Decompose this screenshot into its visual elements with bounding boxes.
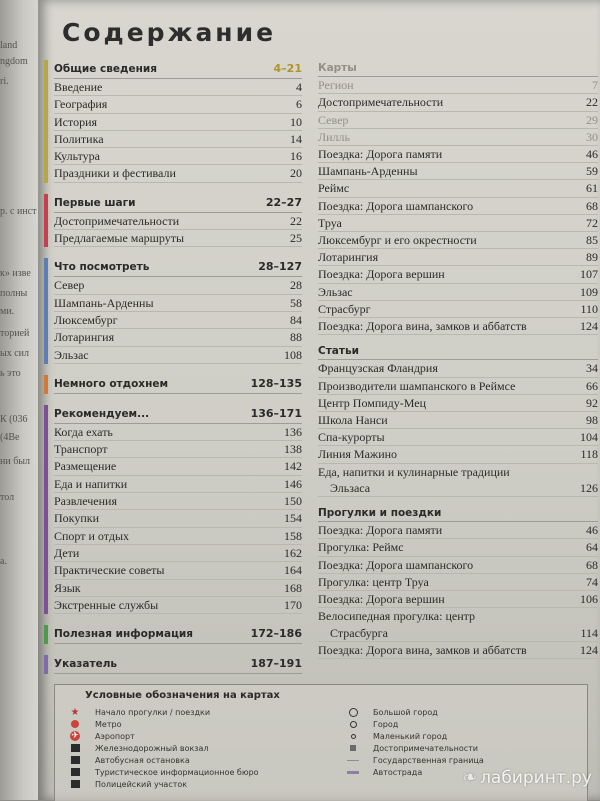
toc-section [44, 405, 302, 614]
entry-page: 108 [284, 347, 302, 362]
entry-title: Дети [54, 545, 80, 560]
entry-title: Язык [54, 580, 81, 595]
section-page-range: 187–191 [250, 657, 302, 671]
entry-page: 46 [586, 147, 598, 162]
section-title: Общие сведения [54, 63, 157, 75]
entry-title: Страсбург [318, 301, 371, 316]
entry-page: 34 [586, 361, 598, 376]
toc-entry[interactable] [318, 539, 598, 556]
entry-title: Поездка: Дорога вершин [318, 592, 445, 607]
toc-entry[interactable] [318, 591, 598, 608]
toc-entry[interactable] [318, 574, 598, 591]
motorway-icon [345, 771, 361, 774]
toc-entry[interactable] [318, 642, 598, 659]
entry-title: Поездка: Дорога шампанского [318, 198, 474, 213]
entry-title: Школа Нанси [318, 413, 388, 428]
margin-text-fragment: ь это [0, 368, 21, 379]
toc-entry[interactable] [318, 249, 598, 266]
entry-page: 72 [586, 215, 598, 230]
legend-label: Достопримечательности [373, 743, 478, 753]
entry-page: 10 [290, 114, 302, 129]
entry-title: Политика [54, 131, 104, 146]
state-border-icon [345, 760, 361, 761]
entry-title: Шампань-Арденны [318, 164, 418, 179]
entry-page: 29 [586, 112, 598, 127]
entry-title: Поездка: Дорога вина, замков и аббатств [318, 642, 527, 657]
toc-entry[interactable] [318, 215, 598, 232]
toc-entry[interactable] [54, 131, 302, 148]
entry-title: Лилль [318, 129, 351, 144]
entry-title: Поездка: Дорога памяти [318, 523, 443, 538]
section-color-bar [44, 405, 48, 614]
entry-page: 58 [290, 295, 302, 310]
section-title: Карты [318, 62, 357, 74]
section-title: Указатель [54, 658, 118, 671]
section-title: Статьи [318, 345, 359, 358]
entry-page: 104 [580, 430, 598, 445]
entry-page: 30 [586, 129, 598, 144]
toc-entry[interactable] [54, 114, 302, 131]
legend-item [67, 706, 259, 718]
margin-text-fragment: тол [0, 492, 15, 503]
section-color-bar [44, 375, 48, 394]
entry-title: Поездка: Дорога памяти [318, 147, 443, 162]
margin-text-fragment: ri. [0, 76, 9, 87]
entry-title: Французская Фландрия [318, 361, 438, 376]
sight-icon [345, 745, 361, 751]
toc-entry[interactable] [318, 112, 598, 129]
entry-page: 154 [284, 511, 302, 526]
entry-title: История [54, 114, 98, 129]
toc-entry-continuation[interactable] [318, 625, 598, 642]
legend-label: Метро [95, 719, 122, 729]
legend-item [345, 718, 484, 730]
toc-entry[interactable] [54, 347, 302, 364]
legend-label: Город [373, 719, 399, 729]
entry-page: 124 [580, 319, 598, 334]
toc-entry[interactable] [318, 232, 598, 249]
margin-text-fragment: land [0, 40, 18, 51]
entry-page: 88 [290, 330, 302, 345]
entry-page: 16 [290, 149, 302, 164]
toc-section-heading[interactable] [318, 60, 598, 77]
entry-title: Производители шампанского в Реймсе [318, 378, 516, 393]
entry-title: География [54, 97, 108, 112]
toc-entry[interactable] [318, 146, 598, 163]
entry-page: 68 [586, 557, 598, 572]
section-title: Прогулки и поездки [318, 507, 442, 520]
entry-page: 162 [284, 545, 302, 560]
entry-title: Прогулка: Реймс [318, 540, 404, 555]
entry-title: Север [54, 278, 85, 293]
entry-title: Культура [54, 149, 100, 164]
entry-title: Еда и напитки [54, 476, 128, 491]
entry-page: 168 [284, 580, 302, 595]
entry-page: 142 [284, 459, 302, 474]
entry-page: 25 [290, 231, 302, 246]
toc-section-heading[interactable] [54, 405, 302, 424]
tourist-info-icon [67, 768, 83, 776]
watermark-text: лабиринт.ру [480, 767, 592, 788]
toc-entry[interactable] [54, 96, 302, 113]
margin-text-fragment: ngdom [0, 56, 28, 67]
section-title: Первые шаги [54, 196, 136, 209]
section-title: Что посмотреть [54, 261, 150, 274]
watermark [462, 767, 592, 788]
entry-page: 126 [580, 480, 598, 495]
margin-text-fragment: a. [0, 556, 7, 567]
police-icon [67, 780, 83, 788]
toc-entry[interactable] [54, 312, 302, 329]
toc-section [308, 60, 598, 335]
entry-title: Прогулка: центр Труа [318, 574, 429, 589]
toc-section-heading[interactable] [54, 655, 302, 674]
toc-entry[interactable] [318, 412, 598, 429]
entry-page: 124 [580, 642, 598, 657]
toc-entry[interactable] [54, 79, 302, 96]
margin-text-fragment: торией [0, 328, 30, 339]
entry-page: 106 [580, 592, 598, 607]
entry-page: 136 [284, 424, 302, 439]
entry-page: 85 [586, 233, 598, 248]
entry-title: Линия Мажино [318, 447, 398, 462]
entry-page: 74 [586, 574, 598, 589]
toc-section [44, 655, 302, 674]
toc-entry[interactable] [318, 94, 598, 111]
legend-label: Автобусная остановка [95, 755, 190, 765]
toc-entry[interactable] [54, 476, 302, 493]
toc-entry[interactable] [54, 424, 302, 441]
entry-title: Спорт и отдых [54, 528, 130, 543]
entry-page: 118 [580, 447, 598, 462]
margin-text-fragment: р. с инст [0, 206, 37, 217]
toc-section-heading[interactable] [318, 343, 598, 360]
legend-label: Полицейский участок [95, 779, 188, 789]
toc-entry[interactable] [54, 545, 302, 562]
legend-item [345, 706, 484, 718]
entry-page: 14 [290, 131, 302, 146]
legend-item [67, 766, 259, 778]
legend-label: Большой город [373, 707, 438, 717]
big-city-icon [345, 708, 361, 717]
toc-entry[interactable] [318, 446, 598, 463]
legend-item [67, 742, 259, 754]
legend-item [67, 718, 259, 730]
section-color-bar [44, 60, 48, 183]
toc-entry[interactable] [318, 522, 598, 539]
entry-page: 6 [296, 97, 302, 112]
entry-page: 84 [290, 312, 302, 327]
toc-entry[interactable] [318, 266, 598, 283]
entry-title: Развлечения [54, 494, 117, 509]
toc-entry[interactable] [318, 378, 598, 395]
entry-title: Практические советы [54, 563, 165, 578]
entry-title: Лотарингия [318, 250, 379, 265]
section-page-range: 136–171 [250, 406, 302, 420]
toc-entry[interactable] [318, 301, 598, 318]
toc-section [44, 258, 302, 363]
toc-entry-continuation[interactable] [318, 480, 598, 497]
section-color-bar [44, 625, 48, 644]
toc-entry[interactable] [318, 180, 598, 197]
section-color-bar [44, 194, 48, 248]
entry-page: 20 [290, 166, 302, 181]
legend-label: Туристическое информационное бюро [95, 767, 259, 777]
toc-entry[interactable] [54, 458, 302, 475]
toc-entry[interactable] [318, 464, 598, 480]
section-title: Немного отдохнем [54, 377, 169, 390]
legend-label: Аэропорт [95, 731, 135, 741]
entry-page: 7 [592, 78, 598, 93]
legend-label: Маленький город [373, 731, 448, 741]
legend-item [67, 778, 259, 790]
section-color-bar [44, 258, 48, 363]
legend-item [345, 754, 484, 766]
toc-entry[interactable] [54, 528, 302, 545]
entry-page: 107 [580, 267, 598, 282]
contents-left-column [44, 60, 302, 685]
entry-title: Введение [54, 80, 103, 94]
entry-page: 59 [586, 164, 598, 179]
legend-title: Условные обозначения на картах [85, 690, 280, 701]
legend-item [67, 754, 259, 766]
toc-entry[interactable] [54, 493, 302, 510]
section-color-bar [44, 655, 48, 674]
toc-section [44, 625, 302, 644]
legend-label: Железнодорожный вокзал [95, 743, 209, 753]
entry-title: Транспорт [54, 442, 108, 457]
toc-entry[interactable] [318, 318, 598, 335]
margin-text-fragment: К (036 [0, 414, 28, 425]
section-title: Рекомендуем... [54, 407, 150, 420]
contents-right-column [308, 60, 598, 667]
entry-page: 164 [284, 563, 302, 578]
entry-title: Достопримечательности [54, 213, 180, 228]
toc-section-heading[interactable] [54, 194, 302, 213]
toc-entry[interactable] [318, 284, 598, 301]
entry-page: 64 [586, 540, 598, 555]
section-page-range: 4–21 [273, 62, 302, 75]
entry-page: 138 [284, 442, 302, 457]
section-page-range: 22–27 [265, 195, 302, 209]
margin-text-fragment: к» изве [0, 268, 31, 279]
entry-title: Размещение [54, 459, 117, 474]
entry-title: Праздники и фестивали [54, 166, 176, 181]
toc-entry[interactable] [318, 395, 598, 412]
entry-title-continued: Страсбурга [330, 625, 388, 640]
entry-page: 110 [580, 301, 598, 316]
entry-title: Экстренные службы [54, 597, 159, 612]
entry-title: Эльзас [318, 284, 353, 299]
toc-entry[interactable] [54, 580, 302, 597]
entry-page: 61 [586, 181, 598, 196]
entry-title: Поездка: Дорога вина, замков и аббатств [318, 319, 527, 334]
toc-section [308, 505, 598, 659]
bus-stop-icon [67, 756, 83, 764]
legend-left-list [67, 706, 259, 790]
entry-page: 22 [290, 213, 302, 228]
previous-page-edge [0, 0, 38, 800]
toc-section [308, 343, 598, 497]
airport-icon: ✈ [71, 731, 79, 741]
entry-title: Спа-курорты [318, 430, 385, 445]
toc-section-heading[interactable] [54, 60, 302, 79]
toc-entry[interactable] [54, 441, 302, 458]
toc-entry[interactable] [318, 360, 598, 377]
entry-page: 22 [586, 95, 598, 110]
entry-page: 66 [586, 378, 598, 393]
bird-logo-icon: ❧ [461, 767, 478, 788]
city-icon [345, 721, 361, 728]
margin-text-fragment: (4Ве [0, 432, 20, 443]
toc-section-heading[interactable] [54, 258, 302, 277]
entry-page: 89 [586, 250, 598, 265]
entry-title: Шампань-Арденны [54, 295, 154, 310]
entry-page: 158 [284, 528, 302, 543]
entry-title: Достопримечательности [318, 95, 444, 110]
entry-title: Люксембург [54, 312, 118, 327]
section-title: Полезная информация [54, 628, 193, 641]
toc-entry[interactable] [54, 329, 302, 346]
toc-entry[interactable] [54, 295, 302, 312]
margin-text-fragment: ми. [0, 306, 15, 317]
margin-text-fragment: ни был [0, 456, 30, 467]
entry-title: Еда, напитки и кулинарные традиции [318, 464, 510, 479]
entry-page: 98 [586, 413, 598, 428]
toc-section-heading[interactable] [54, 375, 302, 394]
section-page-range: 28–127 [258, 260, 302, 274]
entry-title: Предлагаемые маршруты [54, 231, 185, 246]
toc-entry[interactable] [318, 129, 598, 146]
toc-entry[interactable] [318, 608, 598, 624]
toc-entry[interactable] [318, 163, 598, 180]
toc-entry[interactable] [54, 148, 302, 165]
entry-page: 170 [284, 597, 302, 612]
toc-entry[interactable] [54, 213, 302, 230]
entry-title: Центр Помпиду-Мец [318, 395, 427, 410]
legend-label: Государственная граница [373, 755, 484, 765]
entry-page: 46 [586, 523, 598, 538]
toc-entry[interactable] [318, 557, 598, 574]
margin-text-fragment: ых сил [0, 348, 29, 359]
entry-title: Когда ехать [54, 424, 113, 439]
toc-entry[interactable] [54, 277, 302, 294]
entry-title: Люксембург и его окрестности [318, 233, 477, 248]
entry-title: Велосипедная прогулка: центр [318, 609, 476, 624]
entry-title: Покупки [54, 511, 99, 526]
toc-section [44, 194, 302, 248]
section-page-range: 128–135 [250, 376, 302, 390]
entry-title-continued: Эльзаса [330, 480, 371, 495]
entry-title: Лотарингия [54, 330, 115, 345]
entry-page: 150 [284, 494, 302, 509]
entry-page: 114 [580, 625, 598, 640]
entry-page: 92 [586, 395, 598, 410]
toc-entry[interactable] [54, 230, 302, 247]
toc-entry[interactable] [318, 198, 598, 215]
entry-title: Эльзас [54, 347, 89, 362]
entry-title: Регион [318, 78, 354, 93]
toc-entry[interactable] [318, 429, 598, 446]
legend-item [345, 730, 484, 742]
toc-entry[interactable] [54, 510, 302, 527]
legend-item [345, 742, 484, 754]
toc-entry[interactable] [54, 597, 302, 614]
page-title: Содержание [62, 18, 277, 47]
entry-title: Труа [318, 215, 342, 230]
section-page-range: 172–186 [250, 627, 302, 641]
entry-title: Поездка: Дорога вершин [318, 267, 445, 282]
entry-page: 109 [580, 284, 598, 299]
legend-label: Начало прогулки / поездки [95, 707, 211, 717]
entry-page: 146 [284, 476, 302, 491]
small-town-icon [345, 734, 361, 739]
entry-title: Север [318, 112, 349, 127]
entry-page: 28 [290, 278, 302, 293]
toc-section-heading[interactable] [54, 625, 302, 644]
toc-entry[interactable] [54, 165, 302, 182]
entry-page: 68 [586, 198, 598, 213]
toc-section [44, 60, 302, 183]
legend-label: Автострада [373, 767, 423, 777]
toc-section [44, 375, 302, 394]
entry-page: 4 [296, 80, 302, 94]
walk-start-icon: ★ [70, 706, 80, 718]
toc-section-heading[interactable] [318, 505, 598, 522]
metro-icon [67, 720, 83, 728]
toc-entry[interactable] [318, 77, 598, 94]
entry-title: Поездка: Дорога шампанского [318, 557, 474, 572]
entry-title: Реймс [318, 181, 350, 196]
margin-text-fragment: полны [0, 288, 28, 299]
railway-station-icon [67, 744, 83, 752]
legend-item [67, 730, 259, 742]
toc-entry[interactable] [54, 562, 302, 579]
contents-page [38, 0, 600, 800]
